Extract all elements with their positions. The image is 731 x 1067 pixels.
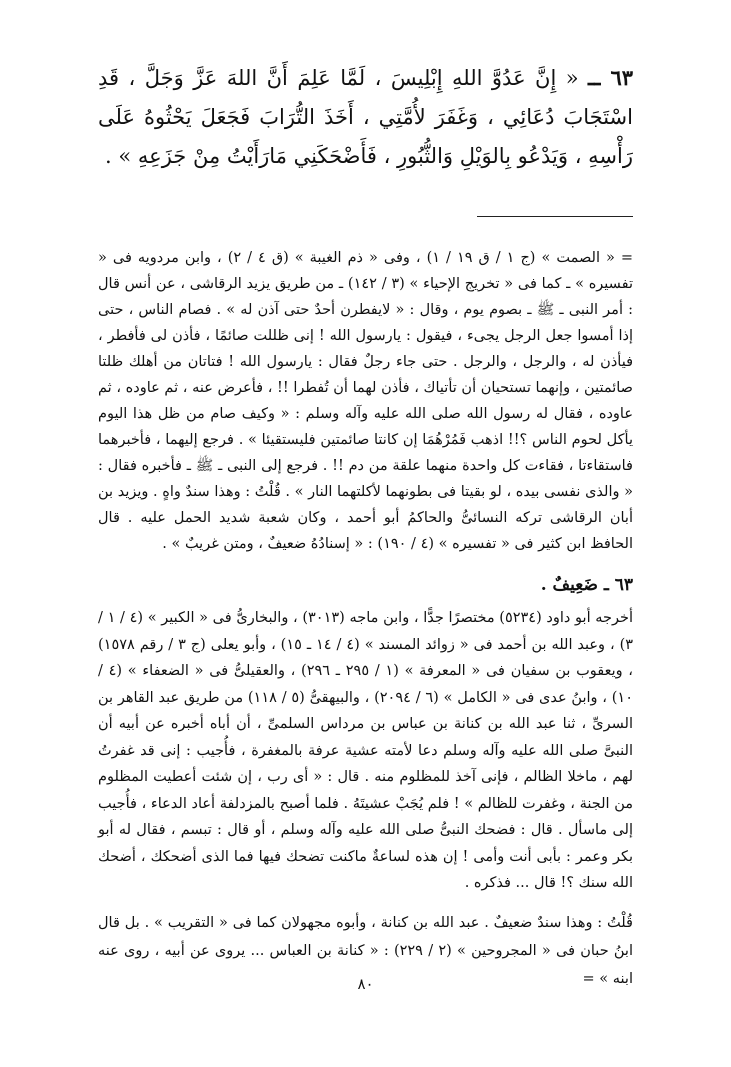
footnote-divider (477, 216, 633, 217)
footnote-divider-wrap (98, 176, 633, 245)
note-paragraph: قُلْتُ : وهذا سندٌ ضعيفٌ . عبد الله بن كنانة ، وأبوه مجهولان كما فى « التقريب » . بل قال ابنُ حبان فى « المجروحين » (٢ / ٢٢٩) : « كنانة بن العباس ... يروى عن أبيه ، روى عنه ابنه » = (98, 914, 633, 987)
page-number: ٨٠ (357, 975, 374, 993)
takhrij-paragraph: أخرجه أبو داود (٥٢٣٤) مختصرًا جدًّا ، وابن ماجه (٣٠١٣) ، والبخارىُّ فى « الكبير » (٤ / ١ / ٣) ، وعبد الله بن أحمد فى « زوائد المسند » (٤ / ١٤ ـ ١٥) ، وأبو يعلى (ج ٣ / رقم ١٥٧٨) ، ويعقوب بن سفيان فى « المعرفة » (١ / ٢٩٥ ـ ٢٩٦) ، والعقيلىُّ فى « الضعفاء » (٤ / ١٠) ، وابنُ عدى فى « الكامل » (٦ / ٢٠٩٤) ، والبيهقىُّ (٥ / ١١٨) من طريق عبد القاهر بن السرىِّ ، ثنا عبد الله بن كنانة بن عباس بن مرداس السلمىِّ ، أن أباه أخبره عن أبيه أن النبىَّ صلى الله عليه وآله وسلم دعا لأمته عشية عرفة بالمغفرة ، فأُجيب : إنى قد غفرتُ لهم ، ماخلا الظالم ، فإنى آخذ للمظلوم منه . قال : « أى رب ، إن شئت أعطيت المظلوم من الجنة ، وغفرت للظالم » ! فلم يُجَبْ عشيتَهُ . فلما أصبح بالمزدلفة أعاد الدعاء ، فأُجيب إلى ماسأل . قال : فضحك النبىُّ صلى الله عليه وآله وسلم ، أو قال : تبسم ، فقال له أبو بكر وعمر : بأبى أنت وأمى ! إن هذه لساعةٌ ماكنت تضحك فيها فما الذى أضحكك ، أضحك الله سنك ؟! قال ... فذكره . (98, 610, 634, 891)
grade-heading: ٦٣ ـ ضَعِيفٌ . (540, 575, 633, 595)
hadith-text: « إِنَّ عَدُوَّ اللهِ إِبْلِيسَ ، لَمَّا عَلِمَ أَنَّ اللهَ عَزَّ وَجَلَّ ، قَدِ اسْتَجَابَ دُعَائِي ، وَغَفَرَ لأُمَّتِي ، أَخَذَ التُّرَابَ فَجَعَلَ يَحْثُوهُ عَلَى رَأْسِهِ ، وَيَدْعُو بِالوَيْلِ وَالثُّبُورِ ، فَأَضْحَكَنِي مَارَأَيْتُ مِنْ جَزَعِهِ » . (98, 66, 633, 168)
hadith-number: ٦٣ ــ (588, 65, 633, 90)
footnote-continued: = « الصمت » (ج ١ / ق ١٩ / ١) ، وفى « ذم الغيبة » (ق ٤ / ٢) ، وابن مردويه فى « تفسيره » ـ كما فى « تخريج الإحياء » (٣ / ١٤٢) ـ من طريق يزيد الرقاشى ، عن أنس قال : أمر النبى ـ ﷺ ـ بصوم يوم ، وقال : « لايفطرن أحدٌ حتى آذن له » . فصام الناس ، حتى إذا أمسوا جعل الرجل يجىء ، فيقول : يارسول الله ! إنى ظللت صائمًا ، فأذن لى فأفطر ، فيأذن له ، والرجل ، والرجل . حتى جاء رجلٌ فقال : يارسول الله ! فتاتان من أهلك ظلتا صائمتين ، وإنهما تستحيان أن تأتياك ، فأذن لهما أن تُفطرا !! ، فأعرض عنه ، ثم عاوده ، ثم عاوده ، فقال له رسول الله صلى الله عليه وآله وسلم : « وكيف صام من ظل هذا اليوم يأكل لحوم الناس ؟!! اذهب فَمُرْهُمَا إن كانتا صائمتين فليستقيئا » . فرجع إليهما ، فأخبرهما فاستقاءتا ، فقاءت كل واحدة منهما علقة من دم !! . فرجع إلى النبى ـ ﷺ ـ فأخبره فقال : « والذى نفسى بيده ، لو بقيتا فى بطونهما لأكلتهما النار » . قُلْتُ : وهذا سندٌ واهٍ . ويزيد بن أبان الرقاشى تركه النسائىُّ والحاكمُ أبو أحمد ، وكان شعبة شديد الحمل عليه . قال الحافظ ابن كثير فى « تفسيره » (٤ / ١٩٠) : « إسنادُهُ ضعيفٌ ، ومتن غريبٌ » . (98, 250, 633, 552)
hadith-text-block (98, 58, 633, 176)
